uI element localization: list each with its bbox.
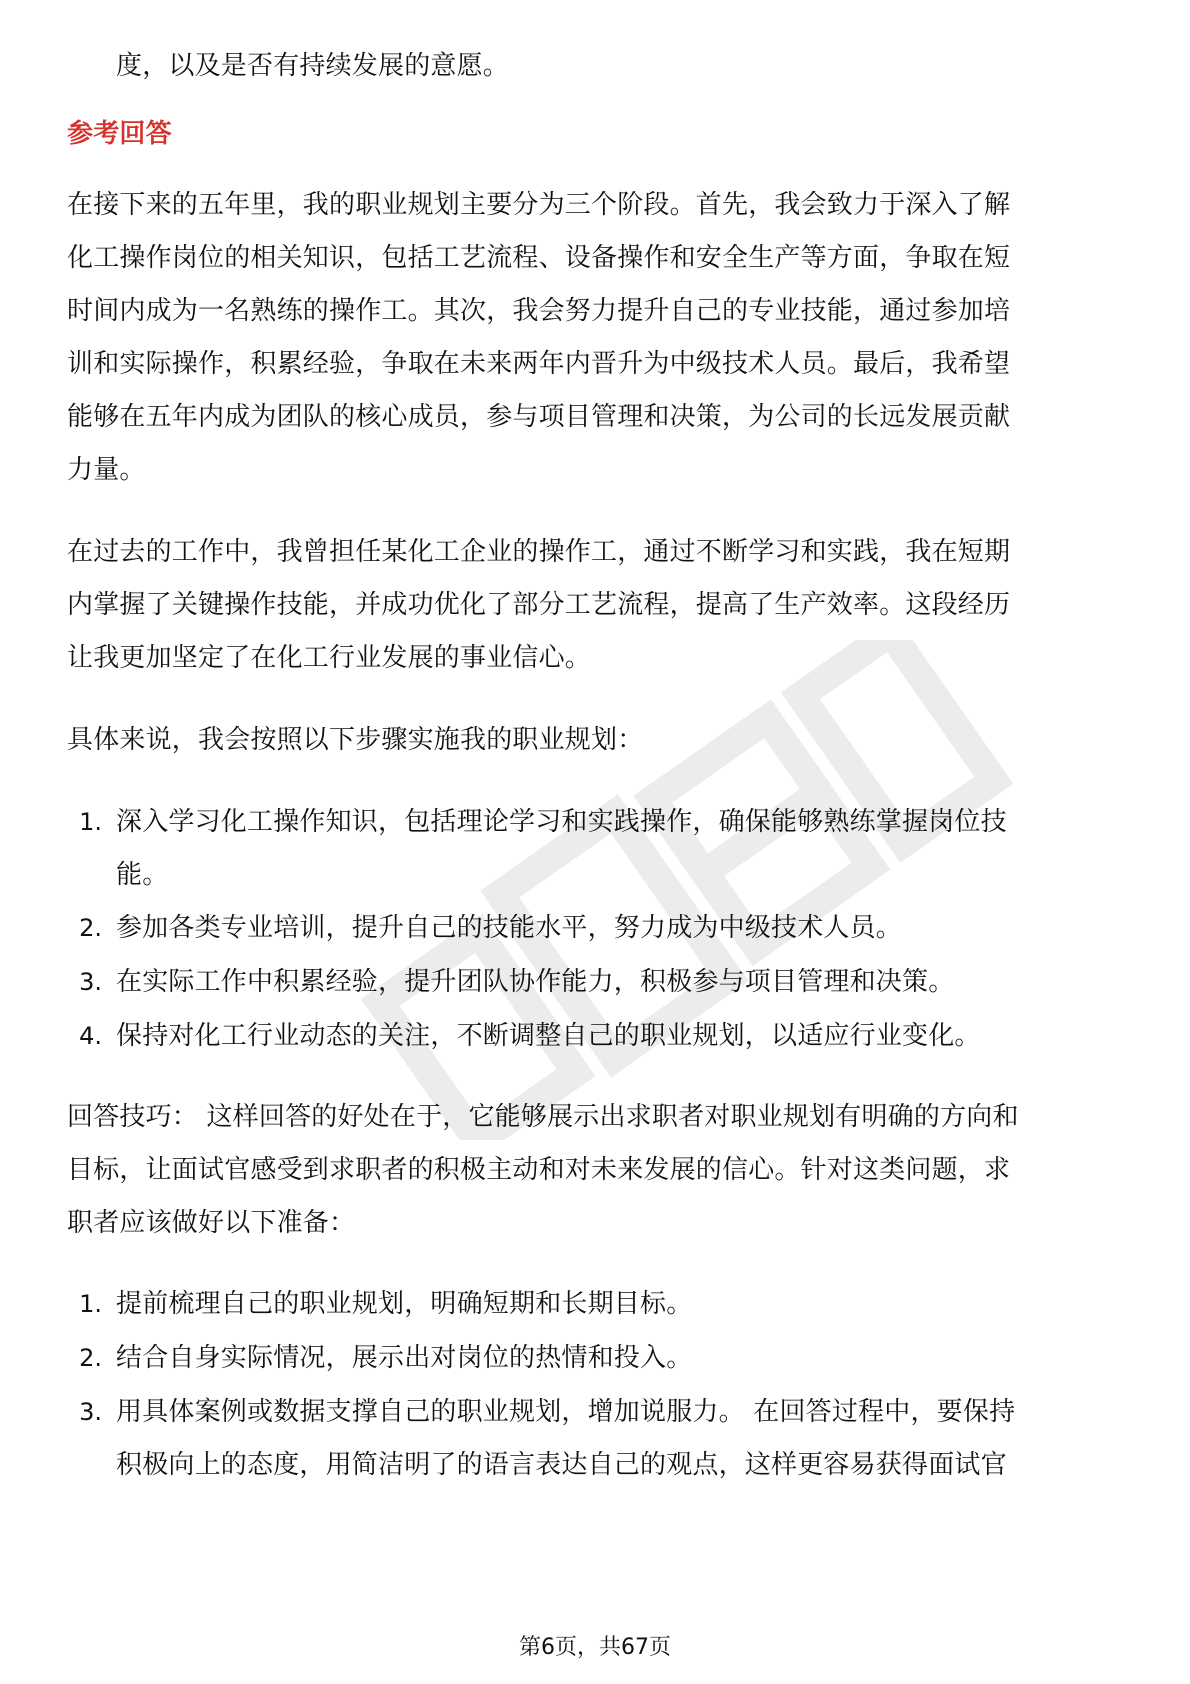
watermark-logo (330, 640, 1030, 1140)
list-item-text: 保持对化工行业动态的关注，不断调整自己的职业规划，以适应行业变化。 (116, 1021, 981, 1051)
paragraph-steps-intro: 具体来说，我会按照以下步骤实施我的职业规划： (67, 725, 644, 755)
paragraph-line: 时间内成为一名熟练的操作工。其次，我会努力提升自己的专业技能，通过参加培 (67, 296, 1011, 326)
paragraph-line: 目标，让面试官感受到求职者的积极主动和对未来发展的信心。针对这类问题，求 (67, 1155, 1011, 1185)
list-item-number: 3. (79, 1398, 102, 1426)
paragraph-line: 回答技巧： 这样回答的好处在于，它能够展示出求职者对职业规划有明确的方向和 (67, 1102, 1019, 1132)
paragraph-line: 内掌握了关键操作技能，并成功优化了部分工艺流程，提高了生产效率。这段经历 (67, 590, 1011, 620)
paragraph-line: 在过去的工作中，我曾担任某化工企业的操作工，通过不断学习和实践，我在短期 (67, 537, 1011, 567)
list-item-text: 深入学习化工操作知识，包括理论学习和实践操作，确保能够熟练掌握岗位技 (116, 807, 1007, 837)
paragraph-line: 职者应该做好以下准备： (67, 1208, 356, 1238)
section-heading: 参考回答 (67, 119, 172, 149)
list-item-number: 3. (79, 968, 102, 996)
paragraph-line: 训和实际操作，积累经验，争取在未来两年内晋升为中级技术人员。最后，我希望 (67, 349, 1011, 379)
list-item-number: 4. (79, 1022, 102, 1050)
list-item-text: 参加各类专业培训，提升自己的技能水平，努力成为中级技术人员。 (116, 913, 903, 943)
page-footer: 第6页，共67页 (519, 1635, 671, 1660)
list-item-text: 在实际工作中积累经验，提升团队协作能力，积极参与项目管理和决策。 (116, 967, 955, 997)
list-item-number: 2. (79, 914, 102, 942)
list-item-text: 结合自身实际情况，展示出对岗位的热情和投入。 (116, 1343, 693, 1373)
list-item-text: 提前梳理自己的职业规划，明确短期和长期目标。 (116, 1289, 693, 1319)
paragraph-line: 在接下来的五年里，我的职业规划主要分为三个阶段。首先，我会致力于深入了解 (67, 190, 1011, 220)
list-item-text: 能。 (116, 860, 169, 890)
list-item-number: 1. (79, 1290, 102, 1318)
paragraph-line: 让我更加坚定了在化工行业发展的事业信心。 (67, 643, 592, 673)
list-item-number: 2. (79, 1344, 102, 1372)
continuation-text: 度，以及是否有持续发展的意愿。 (116, 51, 510, 81)
list-item-text: 用具体案例或数据支撑自己的职业规划，增加说服力。 在回答过程中，要保持 (116, 1397, 1016, 1427)
paragraph-line: 力量。 (67, 455, 146, 485)
paragraph-line: 化工操作岗位的相关知识，包括工艺流程、设备操作和安全生产等方面，争取在短 (67, 243, 1011, 273)
list-item-number: 1. (79, 808, 102, 836)
list-item-text: 积极向上的态度，用简洁明了的语言表达自己的观点，这样更容易获得面试官 (116, 1450, 1007, 1480)
paragraph-line: 能够在五年内成为团队的核心成员，参与项目管理和决策，为公司的长远发展贡献 (67, 402, 1011, 432)
